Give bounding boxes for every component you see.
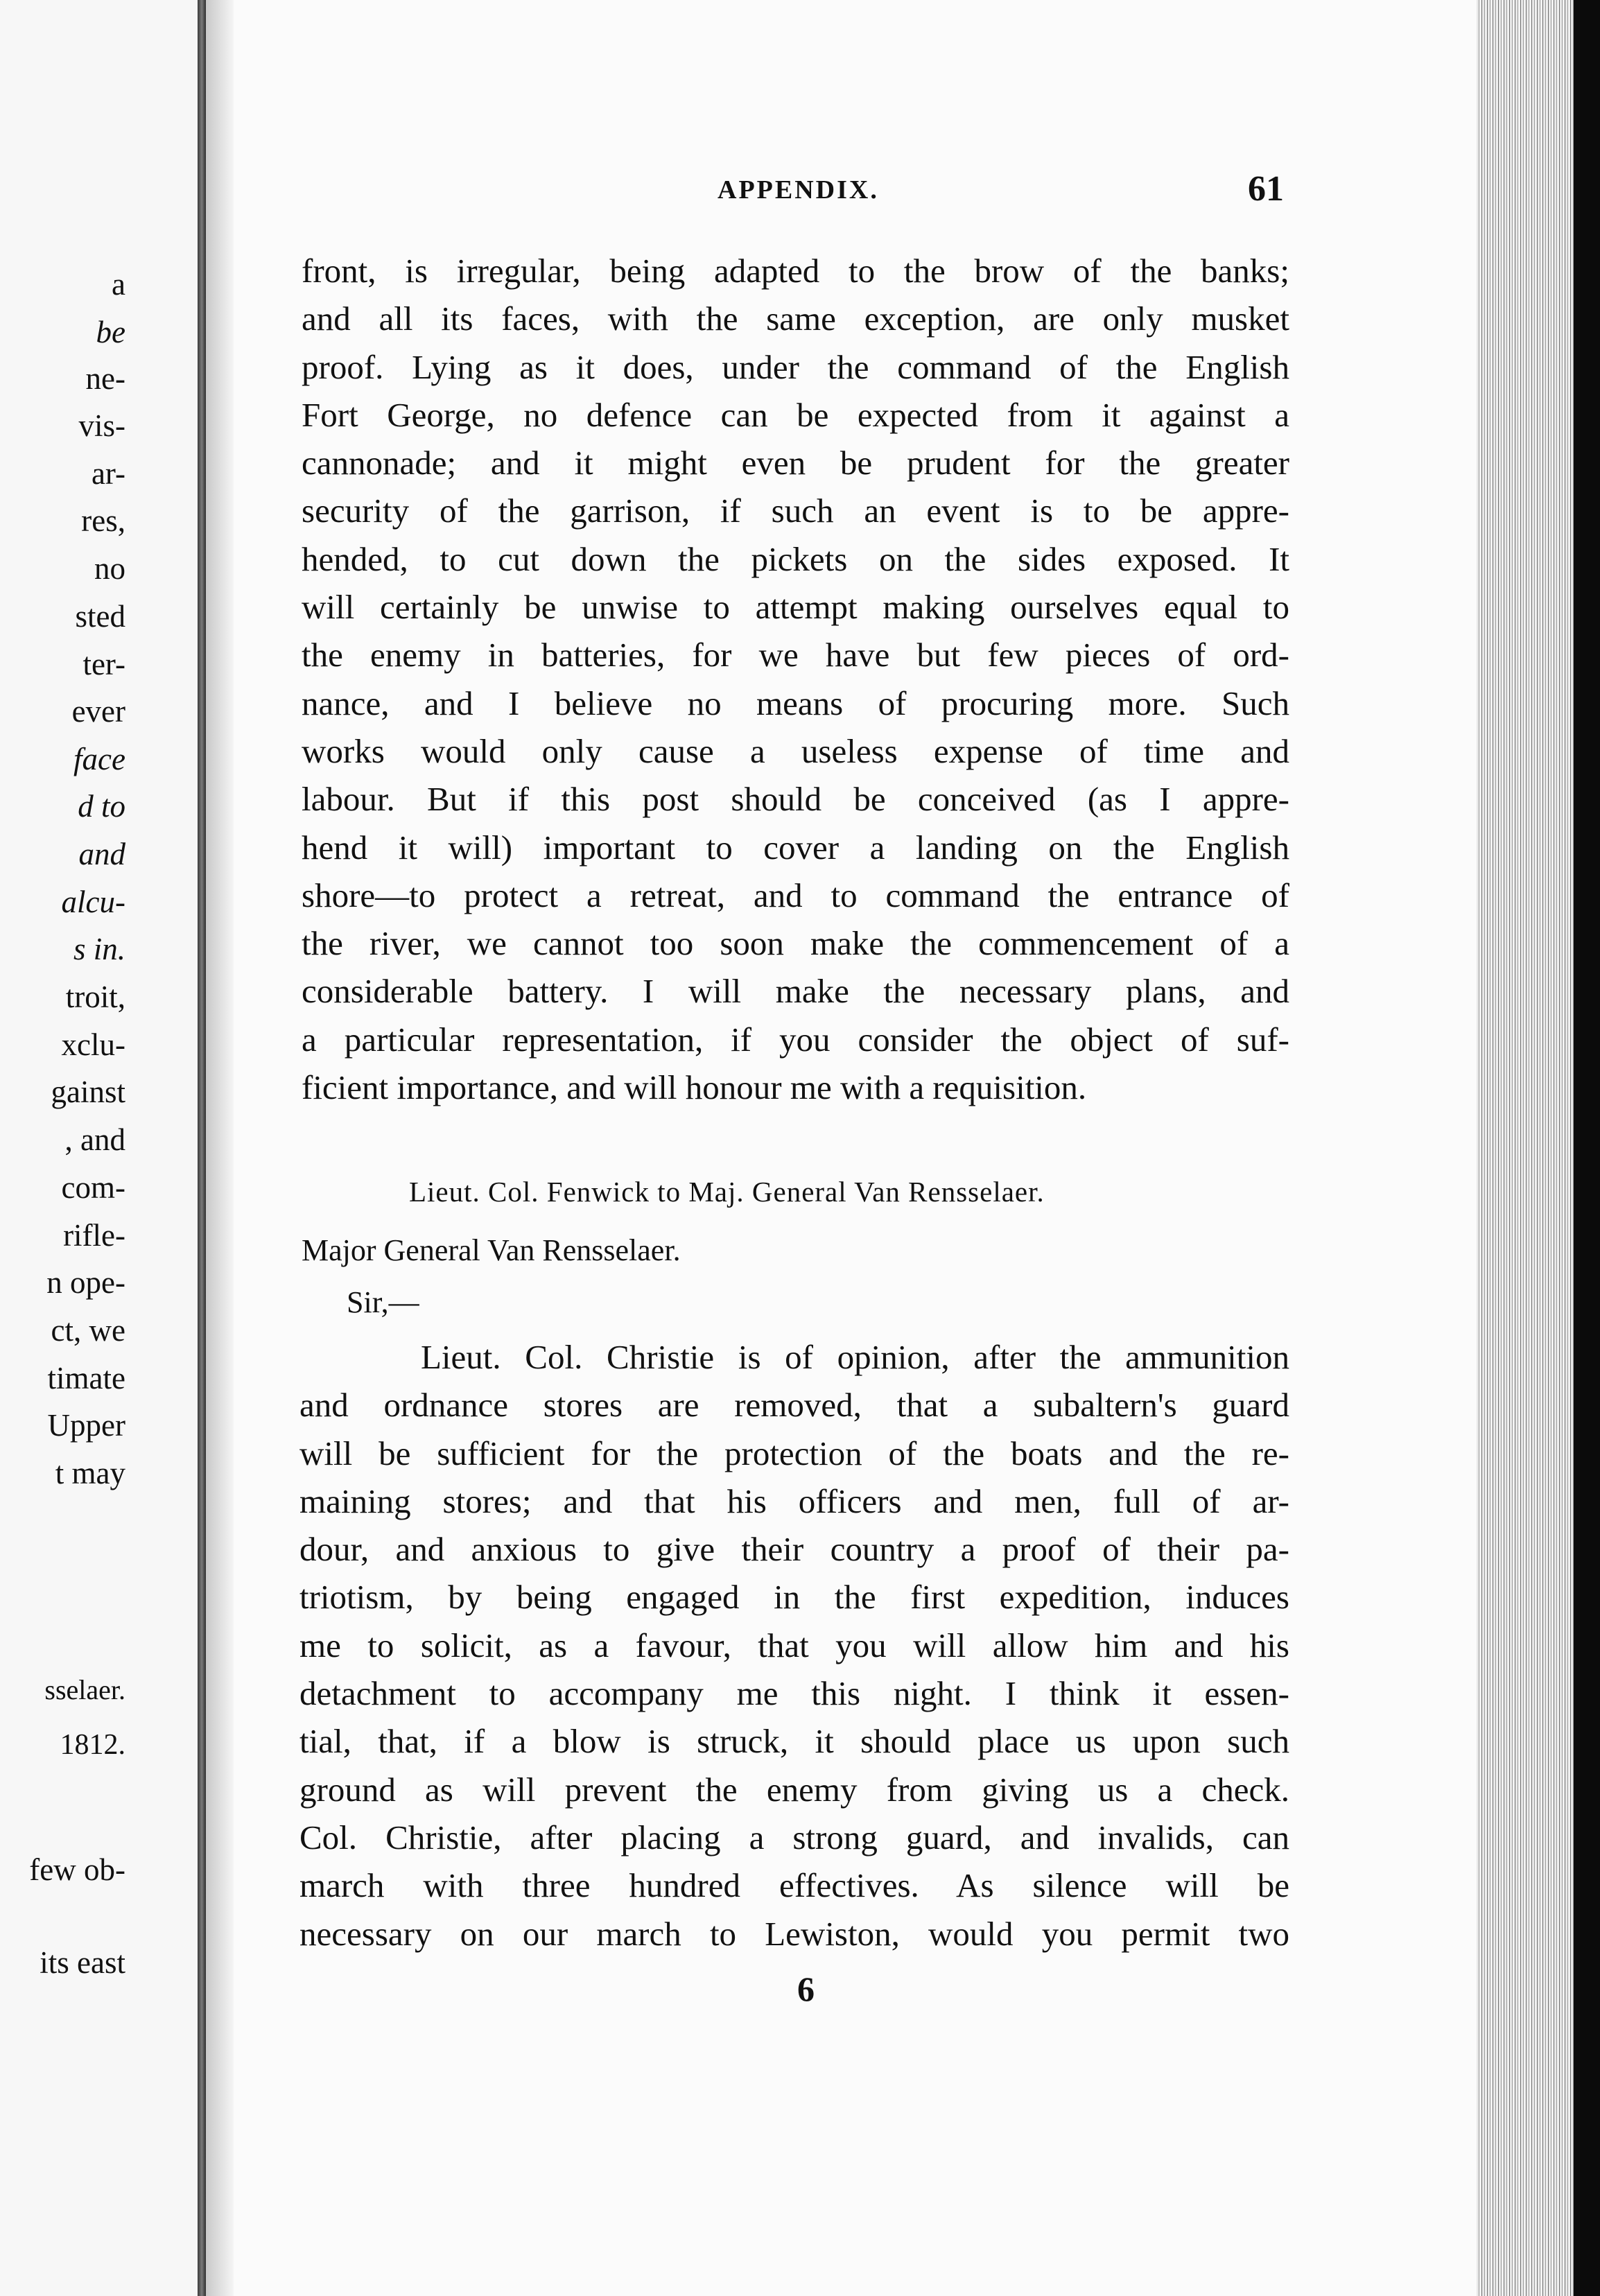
- left-line: ct, we: [51, 1313, 125, 1348]
- left-line: vis-: [78, 408, 125, 443]
- text-line: the enemy in batteries, for we have but few pieces of ord-: [302, 636, 1289, 675]
- left-line: a: [112, 267, 125, 302]
- left-line: timate: [47, 1361, 125, 1395]
- signature-mark: 6: [797, 1969, 815, 2008]
- letter-addressee: Major General Van Rensselaer.: [302, 1233, 681, 1267]
- left-line: s in.: [73, 932, 125, 966]
- text-line: maining stores; and that his officers and men, full of ar-: [299, 1481, 1289, 1520]
- text-line: nance, and I believe no means of procuring more. Such: [302, 684, 1289, 722]
- text-line: me to solicit, as a favour, that you will allow him and his: [299, 1626, 1289, 1664]
- left-page-text: [0, 0, 198, 2296]
- text-line: tial, that, if a blow is struck, it should place us upon such: [299, 1722, 1289, 1761]
- left-line: ter-: [82, 647, 125, 681]
- left-line: sted: [75, 599, 125, 634]
- text-line: Fort George, no defence can be expected from it against a: [302, 395, 1289, 434]
- left-line: d to: [78, 789, 125, 824]
- left-line: few ob-: [29, 1852, 125, 1887]
- left-line: ever: [71, 694, 125, 729]
- text-line: shore—to protect a retreat, and to command the entrance of: [302, 876, 1289, 914]
- text-line: and ordnance stores are removed, that a subaltern's guard: [299, 1386, 1289, 1425]
- gutter-shadow: [206, 0, 234, 2296]
- text-line: considerable battery. I will make the necessary plans, and: [302, 972, 1289, 1011]
- text-line: dour, and anxious to give their country a proof of their pa-: [299, 1530, 1289, 1569]
- left-line: t may: [55, 1456, 125, 1490]
- left-line: alcu-: [61, 885, 125, 919]
- left-line: face: [73, 742, 125, 776]
- text-line: labour. But if this post should be conceived (as I appre-: [302, 780, 1289, 819]
- text-line: Col. Christie, after placing a strong guard, and invalids, can: [299, 1818, 1289, 1856]
- left-line: ar-: [91, 456, 125, 491]
- text-line: will be sufficient for the protection of the boats and the re-: [299, 1434, 1289, 1472]
- left-line: sselaer.: [44, 1674, 125, 1705]
- left-line: gainst: [51, 1075, 125, 1109]
- text-line: proof. Lying as it does, under the command of the English: [302, 347, 1289, 386]
- text-line: front, is irregular, being adapted to the brow of the banks;: [302, 252, 1289, 290]
- letter-heading: Lieut. Col. Fenwick to Maj. General Van Rensselaer.: [409, 1176, 1045, 1208]
- text-line: security of the garrison, if such an event is to be appre-: [302, 492, 1289, 530]
- paragraph: [299, 1333, 1289, 1958]
- running-head: APPENDIX.: [718, 175, 879, 205]
- text-line: hend it will) important to cover a landing on the English: [302, 828, 1289, 867]
- left-line: com-: [61, 1170, 125, 1205]
- left-line: no: [94, 551, 125, 586]
- paragraph: [302, 247, 1289, 1111]
- left-line: its east: [40, 1945, 125, 1980]
- left-line: rifle-: [63, 1218, 125, 1253]
- body-paragraph: [302, 247, 1289, 1111]
- text-line: ficient importance, and will honour me with a requisition.: [302, 1068, 1087, 1107]
- letter-salutation: Sir,—: [347, 1285, 419, 1319]
- text-line: hended, to cut down the pickets on the sides exposed. It: [302, 539, 1289, 578]
- left-line: 1812.: [60, 1729, 125, 1761]
- left-line: be: [96, 315, 125, 349]
- text-line: will certainly be unwise to attempt making ourselves equal to: [302, 588, 1289, 627]
- left-line: ne-: [85, 361, 125, 396]
- text-line: works would only cause a useless expense of time and: [302, 731, 1289, 770]
- text-line: detachment to accompany me this night. I think it essen-: [299, 1674, 1289, 1713]
- left-line: , and: [64, 1122, 125, 1157]
- left-line: troit,: [65, 980, 125, 1014]
- left-line: n ope-: [46, 1265, 125, 1300]
- text-line: ground as will prevent the enemy from giving us a check.: [299, 1770, 1289, 1809]
- page-edges: [1477, 0, 1574, 2296]
- left-line: xclu-: [61, 1027, 125, 1062]
- text-line: the river, we cannot too soon make the commencement of a: [302, 924, 1289, 963]
- page-number: 61: [1248, 169, 1284, 209]
- text-line: a particular representation, if you consider the object of suf-: [302, 1020, 1289, 1059]
- text-line: triotism, by being engaged in the first expedition, induces: [299, 1578, 1289, 1617]
- text-line: march with three hundred effectives. As silence will be: [299, 1866, 1289, 1905]
- left-line: and: [78, 837, 125, 871]
- text-line: and all its faces, with the same exception, are only musket: [302, 299, 1289, 338]
- text-line: necessary on our march to Lewiston, would you permit two: [299, 1914, 1289, 1953]
- text-line: Lieut. Col. Christie is of opinion, after the ammunition: [421, 1338, 1289, 1376]
- book-gutter: [198, 0, 206, 2296]
- left-line: res,: [81, 503, 125, 538]
- letter-body: [299, 1333, 1289, 1958]
- left-line: Upper: [47, 1408, 125, 1443]
- text-line: cannonade; and it might even be prudent for the greater: [302, 444, 1289, 482]
